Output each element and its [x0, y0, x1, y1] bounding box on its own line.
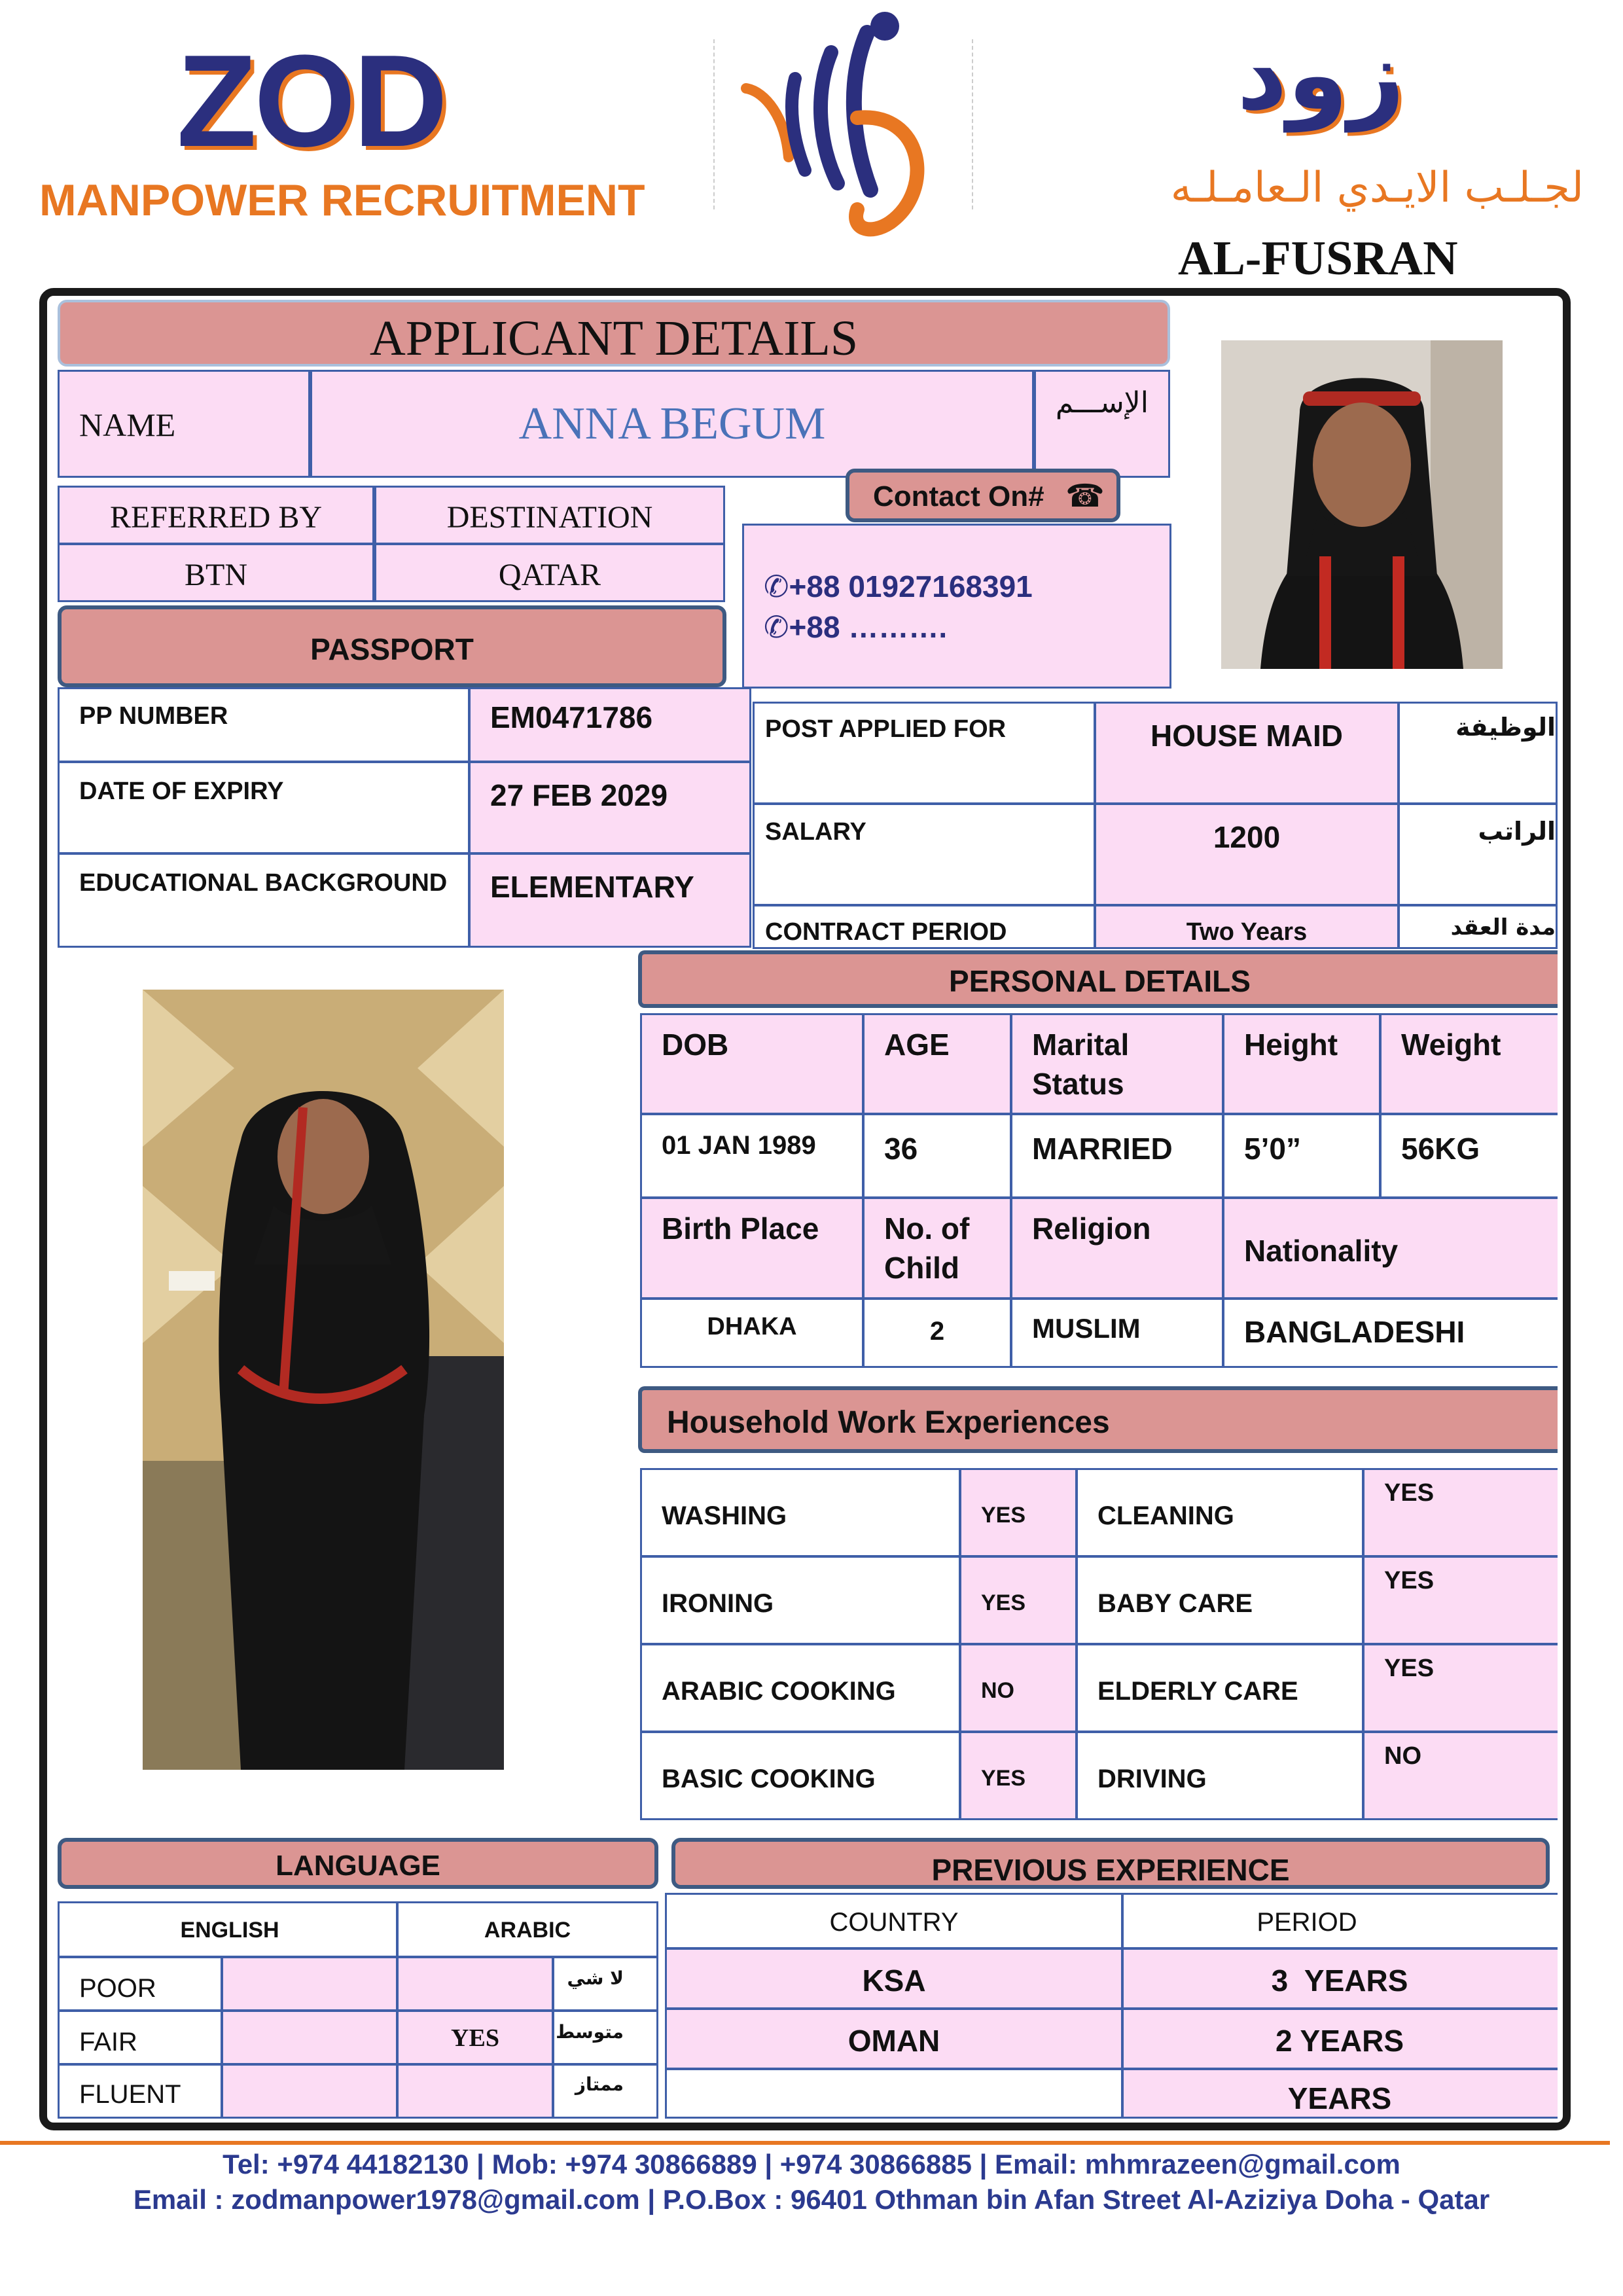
brand-arabic-logo: زود: [1237, 18, 1405, 132]
job-row-salary: [753, 803, 1558, 906]
household-task-label: BASIC COOKING: [662, 1765, 876, 1793]
contact-phone-1: ✆+88 01927168391: [764, 569, 1033, 603]
household-task-label: BABY CARE: [1097, 1589, 1253, 1618]
household-cell: [959, 1643, 1077, 1732]
footer-contact-line-1: Tel: +974 44182130 | Mob: +974 30866889 | +974 30866885 | Email: mhmrazeen@gmail.com: [223, 2149, 1400, 2179]
language-level: FLUENT: [79, 2080, 181, 2109]
post-value: HOUSE MAID: [1150, 719, 1343, 753]
height-label-cell: [1222, 1013, 1381, 1115]
religion-label: Religion: [1032, 1211, 1151, 1246]
dob-label: DOB: [662, 1028, 729, 1062]
dob-value: 01 JAN 1989: [662, 1131, 816, 1160]
referred-by-label-cell: [58, 486, 374, 545]
passport-row-education: [58, 853, 751, 948]
age-label: AGE: [884, 1028, 950, 1062]
pp-number-value-cell: [469, 687, 751, 762]
passport-row-expiry: [58, 761, 751, 854]
children-value: 2: [929, 1317, 945, 1346]
previous-country: OMAN: [847, 2024, 940, 2058]
destination-label: DESTINATION: [446, 500, 653, 535]
salary-label-arabic: الراتب: [1478, 817, 1556, 846]
household-cell: [1363, 1468, 1558, 1557]
pp-number-value: EM0471786: [490, 700, 653, 734]
birthplace-value-cell: [640, 1298, 864, 1368]
weight-label-cell: [1380, 1013, 1558, 1115]
height-value-cell: [1222, 1113, 1381, 1198]
contract-label-arabic: مدة العقد: [1450, 914, 1556, 941]
nationality-value: BANGLADESHI: [1244, 1315, 1465, 1349]
household-task-value: YES: [981, 1766, 1026, 1791]
children-label-cell: [863, 1197, 1012, 1299]
age-value: 36: [884, 1132, 918, 1166]
language-level: FAIR: [79, 2028, 137, 2056]
weight-value: 56KG: [1401, 1132, 1480, 1166]
post-label-ar-cell: [1398, 702, 1558, 804]
language-level-cell: [58, 1956, 223, 2011]
household-task-label: ARABIC COOKING: [662, 1677, 896, 1706]
name-value-cell: [310, 370, 1034, 478]
brand-arabic-subtitle: لجـلـب الايـدي الـعامـلـه: [1170, 164, 1584, 212]
household-cell: [1363, 1556, 1558, 1645]
household-row-1: [640, 1468, 1558, 1557]
household-task-label: IRONING: [662, 1589, 774, 1618]
birthplace-value: DHAKA: [707, 1313, 797, 1340]
household-cell: [1076, 1643, 1364, 1732]
children-label-line1: No. of: [884, 1211, 970, 1246]
previous-country-cell: [665, 1948, 1123, 2009]
household-cell: [959, 1731, 1077, 1820]
english-value-cell: [221, 2010, 398, 2065]
contract-value-cell: [1094, 905, 1399, 949]
applicant-details-title: APPLICANT DETAILS: [369, 311, 859, 366]
post-label-cell: [753, 702, 1096, 804]
contact-title: Contact On#: [873, 480, 1044, 512]
country-label: COUNTRY: [829, 1908, 959, 1937]
header-divider-right: [972, 39, 973, 209]
expiry-value: 27 FEB 2029: [490, 778, 668, 812]
language-head-blank: [58, 1901, 398, 1958]
language-title: LANGUAGE: [276, 1850, 440, 1882]
referred-by-label: REFERRED BY: [109, 500, 323, 535]
previous-period: 2 YEARS: [1275, 2024, 1404, 2058]
country-head-cell: [665, 1893, 1123, 1949]
arabic-value-cell: [397, 2064, 554, 2119]
language-level-arabic: لا شي: [567, 1967, 624, 1989]
age-value-cell: [863, 1113, 1012, 1198]
referred-by-value: BTN: [185, 558, 247, 592]
education-value: ELEMENTARY: [490, 870, 694, 904]
language-level-arabic: ممتاز: [575, 2073, 624, 2095]
household-cell: [1076, 1731, 1364, 1820]
birthplace-label-cell: [640, 1197, 864, 1299]
household-cell: [640, 1731, 961, 1820]
personal-details-title: PERSONAL DETAILS: [949, 964, 1251, 998]
household-task-label: WASHING: [662, 1501, 787, 1530]
weight-label: Weight: [1401, 1028, 1501, 1062]
name-label: NAME: [79, 406, 176, 443]
applicant-details-header: [58, 300, 1170, 367]
salary-value: 1200: [1213, 820, 1281, 854]
children-value-cell: [863, 1298, 1012, 1368]
english-value-cell: [221, 2064, 398, 2119]
nationality-value-cell: [1222, 1298, 1558, 1368]
applicant-full-body-photo: [143, 990, 504, 1770]
phone-icon: ☎: [1065, 479, 1105, 514]
contract-label: CONTRACT PERIOD: [765, 918, 1007, 946]
nationality-label-cell: [1222, 1197, 1558, 1299]
education-label-cell: [58, 853, 470, 948]
religion-value-cell: [1010, 1298, 1224, 1368]
household-row-4: [640, 1731, 1558, 1820]
household-task-value: YES: [981, 1590, 1026, 1615]
previous-period-cell: [1122, 2008, 1558, 2070]
religion-label-cell: [1010, 1197, 1224, 1299]
name-label-cell: [58, 370, 310, 478]
contact-header: [846, 469, 1120, 522]
children-label-line2: Child: [884, 1251, 959, 1285]
previous-period: 3 YEARS: [1271, 1964, 1408, 1998]
household-task-value: YES: [1384, 1567, 1435, 1594]
previous-experience-title: PREVIOUS EXPERIENCE: [931, 1853, 1290, 1887]
dob-label-cell: [640, 1013, 864, 1115]
applicant-headshot-photo: [1221, 340, 1503, 669]
household-cell: [1076, 1556, 1364, 1645]
post-label-arabic: الوظيفة: [1455, 713, 1556, 742]
height-value: 5’0”: [1244, 1132, 1301, 1166]
household-header: [638, 1386, 1558, 1453]
language-header: [58, 1838, 658, 1889]
arabic-label: ARABIC: [484, 1918, 571, 1943]
household-cell: [1363, 1643, 1558, 1732]
language-row: [58, 1956, 658, 2011]
level-ar-cell: [552, 2010, 658, 2065]
salary-label: SALARY: [765, 818, 866, 846]
language-level-cell: [58, 2010, 223, 2065]
passport-title: PASSPORT: [310, 632, 474, 666]
religion-value: MUSLIM: [1032, 1313, 1141, 1344]
education-label: EDUCATIONAL BACKGROUND: [79, 869, 448, 897]
arabic-value-cell: [397, 2010, 554, 2065]
household-task-value: YES: [981, 1503, 1026, 1528]
household-cell: [640, 1556, 961, 1645]
brand-company-name: AL-FUSRAN: [1178, 232, 1458, 285]
household-task-label: CLEANING: [1097, 1501, 1234, 1530]
passport-row-number: [58, 687, 751, 762]
household-task-label: DRIVING: [1097, 1765, 1207, 1793]
previous-experience-header: [671, 1838, 1550, 1889]
expiry-label: DATE OF EXPIRY: [79, 778, 284, 805]
language-table: [58, 1901, 658, 2117]
contract-label-ar-cell: [1398, 905, 1558, 949]
english-label: ENGLISH: [180, 1918, 279, 1943]
household-row-2: [640, 1556, 1558, 1645]
contact-box: [742, 524, 1171, 689]
brand-subtitle: MANPOWER RECRUITMENT: [39, 175, 645, 225]
household-task-value: NO: [981, 1678, 1014, 1703]
english-value-cell: [221, 1956, 398, 2011]
household-cell: [1076, 1468, 1364, 1557]
household-task-label: ELDERLY CARE: [1097, 1677, 1298, 1706]
previous-country-cell: [665, 2008, 1123, 2070]
contract-label-cell: [753, 905, 1096, 949]
language-row: [58, 2010, 658, 2065]
household-cell: [640, 1468, 961, 1557]
previous-period-cell: [1122, 1948, 1558, 2009]
personal-details-header: [638, 950, 1558, 1008]
name-label-ar-cell: [1034, 370, 1170, 478]
expiry-label-cell: [58, 761, 470, 854]
footer-rule: [0, 2141, 1610, 2145]
period-label: PERIOD: [1257, 1908, 1357, 1937]
destination-label-cell: [374, 486, 725, 545]
arabic-value-cell: [397, 1956, 554, 2011]
expiry-value-cell: [469, 761, 751, 854]
age-label-cell: [863, 1013, 1012, 1115]
contract-value: Two Years: [1186, 918, 1308, 946]
previous-experience-table: [665, 1893, 1558, 2119]
salary-value-cell: [1094, 803, 1399, 906]
contact-phone-2: ✆+88 ……….: [764, 610, 948, 644]
name-label-arabic: الإســـم: [1055, 386, 1149, 420]
dob-value-cell: [640, 1113, 864, 1198]
marital-label-line2: Status: [1032, 1067, 1124, 1101]
education-value-cell: [469, 853, 751, 948]
household-cell: [959, 1556, 1077, 1645]
post-label: POST APPLIED FOR: [765, 715, 1007, 743]
language-level-arabic: متوسط: [556, 2021, 624, 2043]
previous-country: KSA: [862, 1964, 926, 1998]
level-ar-cell: [552, 1956, 658, 2011]
previous-period: YEARS: [1287, 2081, 1392, 2115]
household-task-value: NO: [1384, 1742, 1421, 1770]
job-row-contract: [753, 905, 1558, 949]
arabic-value: YES: [451, 2024, 499, 2052]
marital-label-cell: [1010, 1013, 1224, 1115]
brand-latin-logo: ZOD: [177, 28, 446, 174]
header-divider-left: [713, 39, 715, 209]
household-title: Household Work Experiences: [667, 1405, 1110, 1440]
language-level-cell: [58, 2064, 223, 2119]
job-row-post: [753, 702, 1558, 804]
pp-number-label: PP NUMBER: [79, 702, 228, 730]
page-header: [0, 0, 1623, 288]
height-label: Height: [1244, 1028, 1338, 1062]
pp-number-label-cell: [58, 687, 470, 762]
weight-value-cell: [1380, 1113, 1558, 1198]
household-table: [640, 1468, 1558, 1820]
marital-label-line1: Marital: [1032, 1028, 1130, 1062]
household-row-3: [640, 1643, 1558, 1732]
household-task-value: YES: [1384, 1479, 1435, 1507]
household-cell: [640, 1643, 961, 1732]
footer-contact-line-2: Email : zodmanpower1978@gmail.com | P.O.Box : 96401 Othman bin Afan Street Al-Aziziya Doha - Qatar: [133, 2184, 1490, 2215]
previous-period-cell: [1122, 2068, 1558, 2119]
nationality-label: Nationality: [1244, 1234, 1399, 1268]
brand-figure-logo: [726, 7, 962, 255]
household-task-value: YES: [1384, 1655, 1435, 1682]
referred-by-value-cell: [58, 543, 374, 602]
applicant-name: ANNA BEGUM: [518, 399, 826, 449]
marital-value: MARRIED: [1032, 1132, 1173, 1166]
household-cell: [1363, 1731, 1558, 1820]
household-cell: [959, 1468, 1077, 1557]
salary-label-ar-cell: [1398, 803, 1558, 906]
passport-header: [58, 605, 726, 687]
birthplace-label: Birth Place: [662, 1211, 819, 1246]
marital-value-cell: [1010, 1113, 1224, 1198]
post-value-cell: [1094, 702, 1399, 804]
personal-details-table: [640, 1013, 1558, 1368]
previous-country-cell: [665, 2068, 1123, 2119]
period-head-cell: [1122, 1893, 1558, 1949]
language-row: [58, 2064, 658, 2119]
destination-value: QATAR: [498, 558, 601, 592]
level-ar-cell: [552, 2064, 658, 2119]
salary-label-cell: [753, 803, 1096, 906]
arabic-head: [397, 1901, 658, 1958]
destination-value-cell: [374, 543, 725, 602]
language-level: POOR: [79, 1974, 156, 2003]
